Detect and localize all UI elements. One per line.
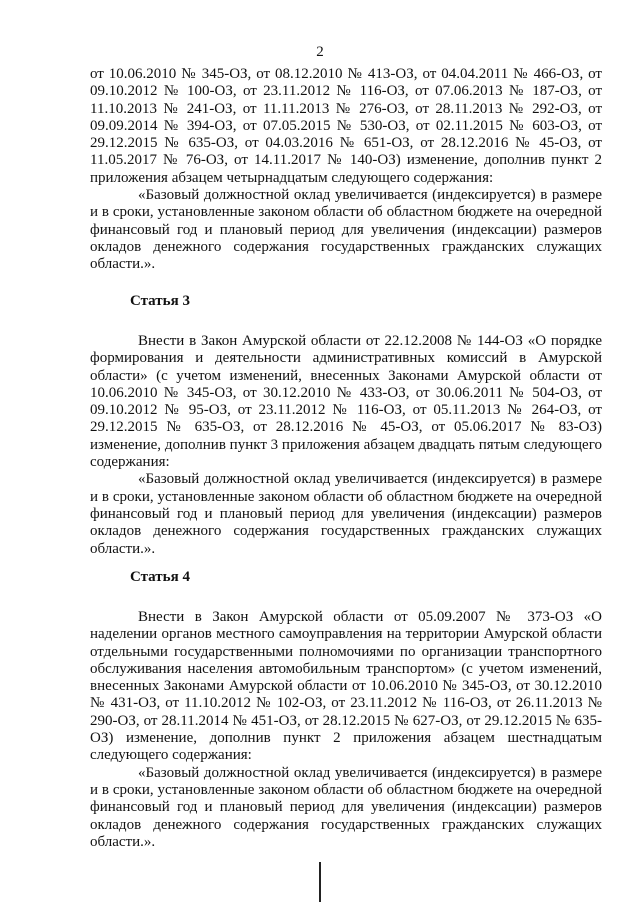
article-4-body-paragraph: Внести в Закон Амурской области от 05.09.2007 № 373-ОЗ «О наделении органов местного самоуправления на территории Амурской области отдельными государственными полномочиями по организации транспортного обслуживания населения автомобильным транспортом» (с учетом изменений, внесенных Законами Амурской области от 10.06.2010 № 345-ОЗ, от 30.12.2010 № 431-ОЗ, от 11.10.2012 № 102-ОЗ, от 23.11.2012 № 116-ОЗ, от 26.11.2013 № 290-ОЗ, от 28.11.2014 № 451-ОЗ, от 28.12.2015 № 627-ОЗ, от 29.12.2015 № 635-ОЗ) изменение, дополнив пункт 2 приложения абзацем шестнадцатым следующего содержания: (90, 609, 602, 764)
article-3-body-paragraph: Внести в Закон Амурской области от 22.12.2008 № 144-ОЗ «О порядке формирования и деятельности административных комиссий в Амурской области» (с учетом изменений, внесенных Законами Амурской области от 10.06.2010 № 345-ОЗ, от 30.12.2010 № 433-ОЗ, от 30.06.2011 № 504-ОЗ, от 09.10.2012 № 95-ОЗ, от 23.11.2012 № 116-ОЗ, от 05.11.2013 № 264-ОЗ, от 29.12.2015 № 635-ОЗ, от 28.12.2016 № 45-ОЗ, от 05.06.2017 № 83-ОЗ) изменение, дополнив пункт 3 приложения абзацем двадцать пятым следующего содержания: (90, 333, 602, 471)
article-3-quote-paragraph: «Базовый должностной оклад увеличивается (индексируется) в размере и в сроки, установленные законом области об областном бюджете на очередной финансовый год и плановый период для увеличения (индексации) размеров окладов денежного содержания государственных гражданских служащих области.». (90, 471, 602, 557)
article-2-section (90, 66, 602, 274)
page-number: 2 (316, 44, 324, 60)
article-2-continuation-paragraph: от 10.06.2010 № 345-ОЗ, от 08.12.2010 № 413-ОЗ, от 04.04.2011 № 466-ОЗ, от 09.10.2012 № 100-ОЗ, от 23.11.2012 № 116-ОЗ, от 07.06.2013 № 187-ОЗ, от 11.10.2013 № 241-ОЗ, от 11.11.2013 № 276-ОЗ, от 28.11.2013 № 292-ОЗ, от 09.09.2014 № 394-ОЗ, от 07.05.2015 № 530-ОЗ, от 02.11.2015 № 603-ОЗ, от 29.12.2015 № 635-ОЗ, от 04.03.2016 № 651-ОЗ, от 28.12.2016 № 45-ОЗ, от 11.05.2017 № 76-ОЗ, от 14.11.2017 № 140-ОЗ) изменение, дополнив пункт 2 приложения абзацем четырнадцатым следующего содержания: (90, 66, 602, 186)
article-4-quote-paragraph: «Базовый должностной оклад увеличивается (индексируется) в размере и в сроки, установленные законом области об областном бюджете на очередной финансовый год и плановый период для увеличения (индексации) размеров окладов денежного содержания государственных гражданских служащих области.». (90, 764, 602, 850)
article-3-heading: Статья 3 (130, 293, 190, 309)
article-4-heading: Статья 4 (130, 569, 190, 585)
scan-edge-mark (319, 862, 321, 902)
article-3-section (90, 333, 602, 558)
article-2-quote-paragraph: «Базовый должностной оклад увеличивается (индексируется) в размере и в сроки, установленные законом области об областном бюджете на очередной финансовый год и плановый период для увеличения (индексации) размеров окладов денежного содержания государственных гражданских служащих области.». (90, 187, 602, 273)
article-4-section (90, 609, 602, 851)
